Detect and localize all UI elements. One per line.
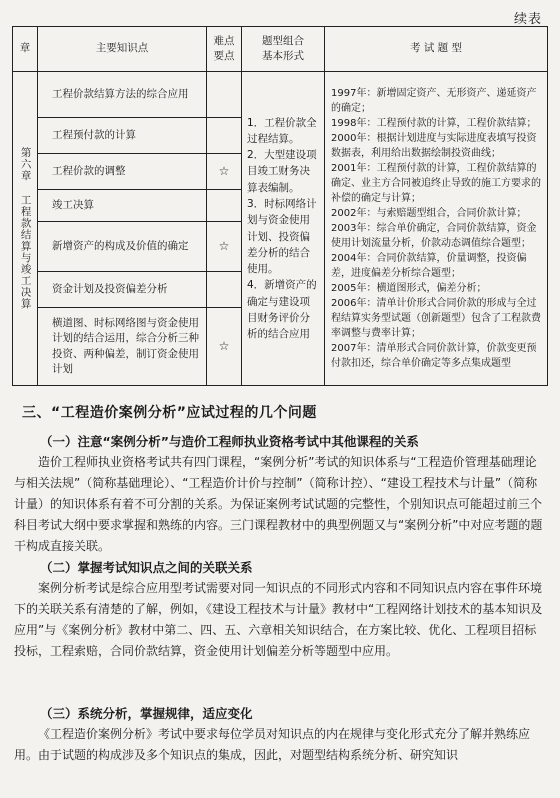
header-chapter: 章 (13, 27, 38, 72)
paragraph-1: 造价工程师执业资格考试共有四门课程，“案例分析”考试的知识体系与“工程造价管理基础理论与相关法规”（简称基础理论）、“工程造价计价与控制”（简称计控）、“建设工程技术与计量”（简称计量）的知识体系有着不可分割的关系。为保证案例考试试题的完整性，个别知识点可能超过前三个科目考试大纲中要求掌握和熟练的内容。三门课程教材中的典型例题又与“案例分析”中对应考题的题干构成直接关联。 (14, 455, 543, 553)
knowledge-point: 横道图、时标网络图与资金使用计划的结合运用，综合分析三种投资、两种偏差，制订资金使用计划 (38, 308, 207, 386)
difficulty-star (207, 72, 242, 118)
exam-types-cell (325, 72, 548, 386)
exam-item: 2002年：与索赔题型组合，合同价款计算； (331, 208, 527, 219)
table-row (13, 72, 548, 118)
continued-label: 续表 (513, 12, 542, 27)
subheading-3: （三）系统分析，掌握规律，适应变化 (40, 706, 253, 721)
difficulty-star: ☆ (207, 308, 242, 386)
paragraph-2: 案例分析考试是综合应用型考试需要对同一知识点的不同形式内容和不同知识点内容在事件环境下的关联关系有清楚的了解，例如，《建设工程技术与计量》教材中“工程网络计划技术的基本知识及应用”与《案例分析》教材中第二、四、五、六章相关知识结合，在方案比较、优化、工程项目招标投标，工程索赔，合同价款结算，资金使用计划偏差分析等题型中应用。 (14, 581, 543, 658)
difficulty-star: ☆ (207, 154, 242, 190)
header-combo: 题型组合 基本形式 (242, 27, 325, 72)
chapter-label: 第六章 工程款结算与竣工决算 (19, 147, 32, 310)
combo-text: 1．工程价款全过程结算。 2．大型建设项目竣工财务决算表编制。 3．时标网络计划与资金使用计划、投资偏差分析的结合使用。 4．新增资产的确定与建设项目财务评价分析的结合应用 (247, 116, 317, 341)
difficulty-star (207, 272, 242, 308)
exam-item: 2001年：工程预付款的计算，工程价款结算的确定、业主方合同被追终止导致的施工方要求的补偿的确定与计算； (331, 163, 541, 204)
exam-item: 2000年：根据计划进度与实际进度表填写投资数据表，利用给出数据绘制投资曲线； (331, 133, 537, 159)
knowledge-point: 资金计划及投资偏差分析 (38, 272, 207, 308)
difficulty-star (207, 190, 242, 222)
knowledge-point: 工程价款结算方法的综合应用 (38, 72, 207, 118)
exam-item: 2007年：清单形式合同价款计算，价款变更预付款扣还，综合单价确定等多点集成题型 (331, 343, 537, 369)
exam-item: 1997年：新增固定资产、无形资产、递延资产的确定； (331, 88, 537, 114)
knowledge-table (12, 26, 548, 386)
difficulty-star: ☆ (207, 222, 242, 272)
header-knowledge-points: 主要知识点 (38, 27, 207, 72)
knowledge-point: 工程预付款的计算 (38, 118, 207, 154)
exam-item: 2006年：清单计价形式合同价款的形成与全过程结算实务型试题（创新题型）包含了工程款费率调整与费率计算； (331, 298, 541, 339)
subheading-1: （一）注意“案例分析”与造价工程师执业资格考试中其他课程的关系 (40, 434, 419, 449)
exam-item: 1998年：工程预付款的计算，工程价款结算； (331, 118, 537, 129)
exam-item: 2004年：合同价款结算，价量调整，投资偏差，进度偏差分析综合题型； (331, 253, 527, 279)
header-difficulty: 难点 要点 (207, 27, 242, 72)
knowledge-point: 竣工决算 (38, 190, 207, 222)
paragraph-3: 《工程造价案例分析》考试中要求每位学员对知识点的内在规律与变化形式充分了解并熟练应用。由于试题的构成涉及多个知识点的集成，因此，对题型结构系统分析、研究知识 (14, 727, 531, 762)
difficulty-star (207, 118, 242, 154)
header-exam-types: 考 试 题 型 (325, 27, 548, 72)
section-title: 三、“工程造价案例分析”应试过程的几个问题 (22, 405, 317, 421)
exam-item: 2005年：横道图形式，偏差分析； (331, 283, 487, 294)
knowledge-point: 工程价款的调整 (38, 154, 207, 190)
knowledge-point: 新增资产的构成及价值的确定 (38, 222, 207, 272)
table-header-row (13, 27, 548, 72)
exam-item: 2003年：综合单价确定，合同价款结算，资金使用计划流量分析，价款动态调值综合题型； (331, 223, 537, 249)
combo-cell (242, 72, 325, 386)
subheading-2: （二）掌握考试知识点之间的关联关系 (40, 560, 253, 575)
chapter-cell (13, 72, 38, 386)
